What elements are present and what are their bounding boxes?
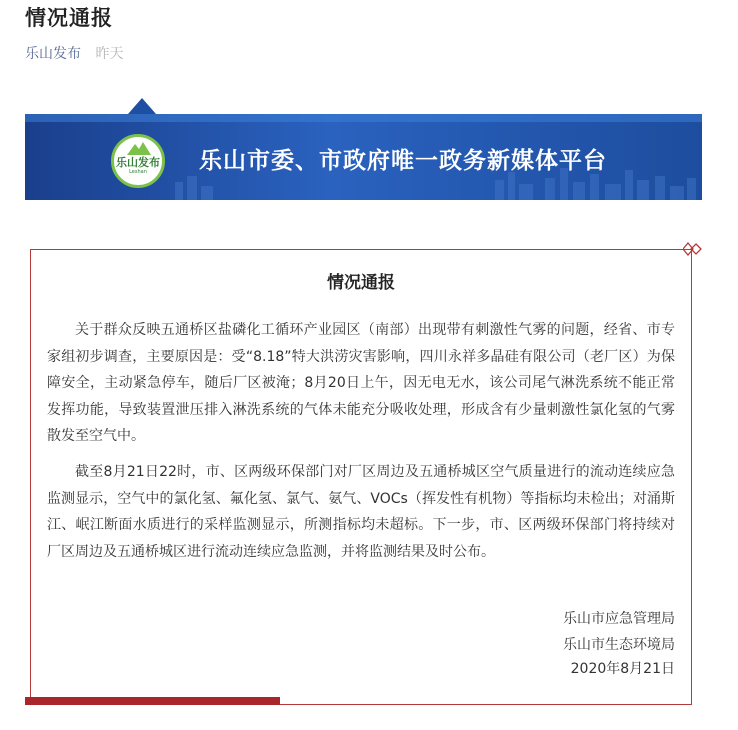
banner-band	[25, 114, 702, 122]
leshan-logo-icon	[111, 134, 165, 188]
logo-subtext: Leshan	[129, 169, 147, 175]
notice-paragraph-2: 截至8月21日22时，市、区两级环保部门对厂区周边及五通桥城区空气质量进行的流动连续应急监测显示，空气中的氯化氢、氟化氢、氯气、氨气、VOCs（挥发性有机物）等指标均未检出；对涌斯江、岷江断面水质进行的采样监测显示，所测指标均未超标。下一步，市、区两级环保部门将持续对厂区周边及五通桥城区进行流动连续应急监测，并将监测结果及时公布。	[47, 464, 675, 560]
notice-title: 情况通报	[327, 273, 395, 293]
signature-emergency-bureau: 乐山市应急管理局	[563, 611, 675, 627]
banner-slogan: 乐山市委、市政府唯一政务新媒体平台	[199, 148, 607, 174]
notice-paragraph-1: 关于群众反映五通桥区盐磷化工循环产业园区（南部）出现带有刺激性气雾的问题，经省、市专家组初步调查，主要原因是：受“8.18”特大洪涝灾害影响，四川永祥多晶硅有限公司（老厂区）为保障安全，主动紧急停车，随后厂区被淹；8月20日上午，因无电无水，该公司尾气淋洗系统不能正常发挥功能，导致装置泄压排入淋洗系统的气体未能充分吸收处理，形成含有少量刺激性氯化氢的气雾散发至空气中。	[47, 322, 675, 444]
mountain-icon	[127, 141, 151, 155]
logo-text: 乐山发布	[116, 156, 160, 169]
notice-box	[30, 249, 692, 705]
article-meta	[25, 43, 123, 63]
page-title: 情况通报	[25, 6, 113, 30]
banner-image	[25, 114, 702, 200]
banner-pointer-icon	[128, 98, 156, 114]
footer-accent-bar	[25, 697, 280, 705]
signature-environment-bureau: 乐山市生态环境局	[563, 637, 675, 653]
signature-date: 2020年8月21日	[570, 661, 675, 677]
author-link[interactable]: 乐山发布	[25, 46, 81, 62]
publish-date: 昨天	[95, 46, 124, 62]
